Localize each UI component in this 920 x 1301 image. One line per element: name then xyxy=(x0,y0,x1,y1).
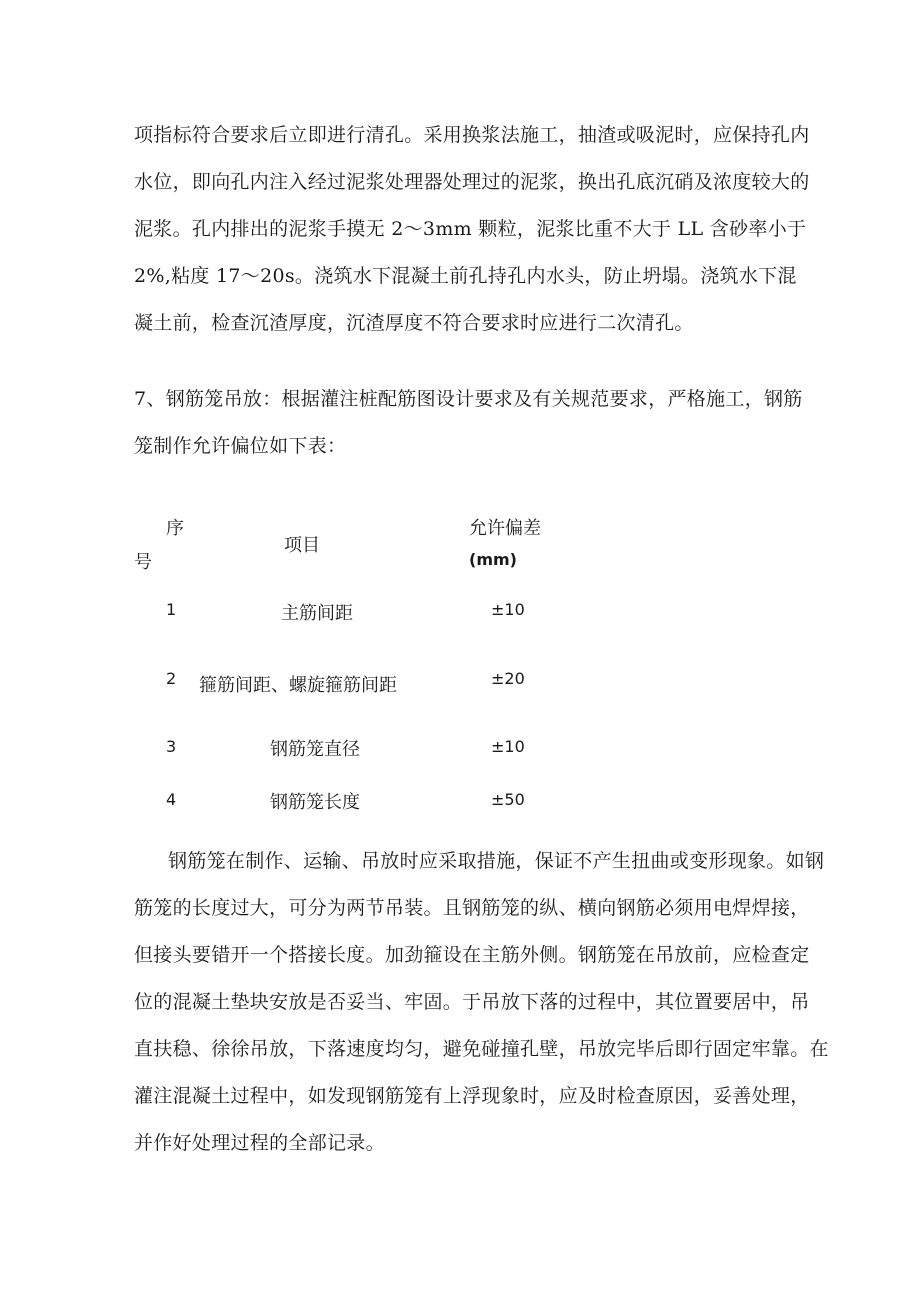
text-line: 项指标符合要求后立即进行清孔。采用换浆法施工，抽渣或吸泥时，应保持孔内 xyxy=(134,124,810,146)
text-line: 笼制作允许偏位如下表： xyxy=(134,435,347,457)
row-item: 钢筋笼直径 xyxy=(270,739,360,760)
header-seq-part2: 号 xyxy=(134,552,152,573)
row-seq: 4 xyxy=(166,790,177,809)
row-value: ±10 xyxy=(491,737,525,756)
text-line: 水位，即向孔内注入经过泥浆处理器处理过的泥浆，换出孔底沉硝及浓度较大的 xyxy=(134,171,810,193)
text-line: 2%,粘度 17～20s。浇筑水下混凝土前孔持孔内水头，防止坍塌。浇筑水下混 xyxy=(134,265,797,287)
row-item: 钢筋笼长度 xyxy=(270,792,360,813)
row-seq: 2 xyxy=(166,669,177,688)
text-line: 位的混凝土垫块安放是否妥当、牢固。于吊放下落的过程中，其位置要居中，吊 xyxy=(134,991,810,1013)
header-tolerance: 允许偏差 xyxy=(469,518,541,539)
row-value: ±20 xyxy=(491,669,525,688)
text-line: 凝土前，检查沉渣厚度，沉渣厚度不符合要求时应进行二次清孔。 xyxy=(134,312,694,334)
paragraph-cage-hoisting xyxy=(134,376,803,470)
row-seq: 1 xyxy=(166,600,177,619)
row-seq: 3 xyxy=(166,737,177,756)
text-line: 钢筋笼在制作、运输、吊放时应采取措施，保证不产生扭曲或变形现象。如钢 xyxy=(168,850,825,872)
row-item: 箍筋间距、螺旋箍筋间距 xyxy=(199,675,397,696)
text-line: 泥浆。孔内排出的泥浆手摸无 2～3mm 颗粒，泥浆比重不大于 LL 含砂率小于 xyxy=(134,218,807,240)
text-line: 筋笼的长度过大，可分为两节吊装。且钢筋笼的纵、横向钢筋必须用电焊焊接， xyxy=(134,897,810,919)
paragraph-hole-cleaning xyxy=(134,112,810,347)
text-line: 但接头要错开一个搭接长度。加劲箍设在主筋外侧。钢筋笼在吊放前，应检查定 xyxy=(134,944,810,966)
text-line: 并作好处理过程的全部记录。 xyxy=(134,1132,385,1154)
row-item: 主筋间距 xyxy=(281,603,353,624)
text-line: 灌注混凝土过程中，如发现钢筋笼有上浮现象时，应及时检查原因，妥善处理， xyxy=(134,1085,810,1107)
header-seq-part1: 序 xyxy=(166,518,184,539)
row-value: ±50 xyxy=(491,790,525,809)
paragraph-cage-requirements xyxy=(134,838,829,1167)
row-value: ±10 xyxy=(491,600,525,619)
text-line: 直扶稳、徐徐吊放，下落速度均匀，避免碰撞孔壁，吊放完毕后即行固定牢靠。在 xyxy=(134,1038,829,1060)
header-item: 项目 xyxy=(284,535,320,556)
text-line: 7、钢筋笼吊放：根据灌注桩配筋图设计要求及有关规范要求，严格施工，钢筋 xyxy=(134,388,803,410)
header-unit: (mm) xyxy=(469,550,517,569)
